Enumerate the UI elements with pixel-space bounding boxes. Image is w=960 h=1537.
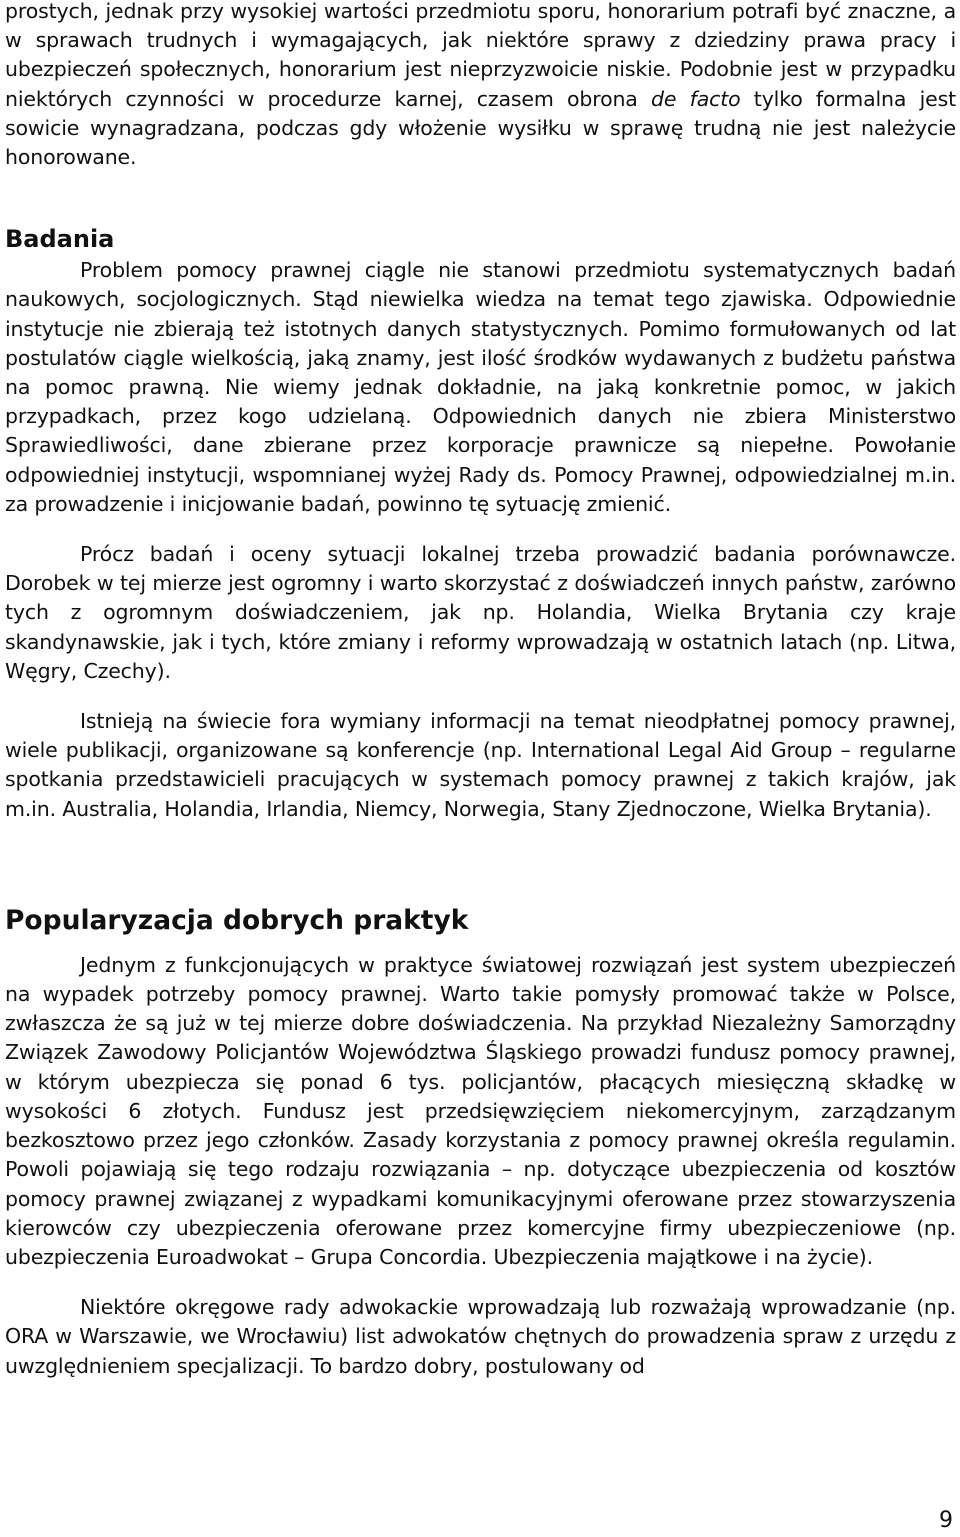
document-page [5, 0, 956, 1381]
intro-text-2: tylko formalna jest sowicie wynagradzana, podczas gdy włożenie wysiłku w sprawę trudną nie jest należycie honorowane. [5, 86, 957, 170]
popularyzacja-paragraph-2: Niektóre okręgowe rady adwokackie wprowadzają lub rozważają wprowadzanie (np. ORA w Warszawie, we Wrocławiu) list adwokatów chętnych do prowadzenia spraw z urzędu z uwzględnieniem specjalizacji. To bardzo dobry, postulowany od [5, 1295, 956, 1378]
page-number: 9 [939, 1508, 953, 1533]
intro-italic-term: de facto [651, 86, 741, 111]
section-heading-badania: Badania [5, 225, 115, 254]
intro-paragraph [5, 0, 956, 172]
badania-paragraph-2: Prócz badań i oceny sytuacji lokalnej trzeba prowadzić badania porównawcze. Dorobek w tej mierze jest ogromny i warto skorzystać z doświadczeń innych państw, zarówno tych z ogromnym doświadczeniem, jak np. Holandia, Wielka Brytania czy kraje skandynawskie, jak i tych, które zmiany i reformy wprowadzają w ostatnich latach (np. Litwa, Węgry, Czechy). [5, 542, 956, 683]
badania-paragraph-3: Istnieją na świecie fora wymiany informacji na temat nieodpłatnej pomocy prawnej, wiele publikacji, organizowane są konferencje (np. International Legal Aid Group – regularne spotkania przedstawicieli pracujących w systemach pomocy prawnej z takich krajów, jak m.in. Australia, Holandia, Irlandia, Niemcy, Norwegia, Stany Zjednoczone, Wielka Brytania). [5, 709, 956, 821]
badania-paragraph-1: Problem pomocy prawnej ciągle nie stanowi przedmiotu systematycznych badań naukowych, socjologicznych. Stąd niewielka wiedza na temat tego zjawiska. Odpowiednie instytucje nie zbierają też istotnych danych statystycznych. Pomimo formułowanych od lat postulatów ciągle wielkością, jaką znamy, jest ilość środków wydawanych z budżetu państwa na pomoc prawną. Nie wiemy jednak dokładnie, na jaką konkretnie pomoc, w jakich przypadkach, przez kogo udzielaną. Odpowiednich danych nie zbiera Ministerstwo Sprawiedliwości, dane zbierane przez korporacje prawnicze są niepełne. Powołanie odpowiedniej instytucji, wspomnianej wyżej Rady ds. Pomocy Prawnej, odpowiedzialnej m.in. za prowadzenie i inicjowanie badań, powinno tę sytuację zmienić. [5, 258, 956, 516]
popularyzacja-paragraph-1: Jednym z funkcjonujących w praktyce światowej rozwiązań jest system ubezpieczeń na wypadek potrzeby pomocy prawnej. Warto takie pomysły promować także w Polsce, zwłaszcza że są już w tej mierze dobre doświadczenia. Na przykład Niezależny Samorządny Związek Zawodowy Policjantów Województwa Śląskiego prowadzi fundusz pomocy prawnej, w którym ubezpiecza się ponad 6 tys. policjantów, płacących miesięczną składkę w wysokości 6 złotych. Fundusz jest przedsięwzięciem niekomercyjnym, zarządzanym bezkosztowo przez jego członków. Zasady korzystania z pomocy prawnej określa regulamin. Powoli pojawiają się tego rodzaju rozwiązania – np. dotyczące ubezpieczenia od kosztów pomocy prawnej związanej z wypadkami komunikacyjnymi oferowane przez stowarzyszenia kierowców czy ubezpieczenia oferowane przez komercyjne firmy ubezpieczeniowe (np. ubezpieczenia Euroadwokat – Grupa Concordia. Ubezpieczenia majątkowe i na życie). [5, 952, 956, 1269]
intro-text-1: prostych, jednak przy wysokiej wartości przedmiotu sporu, honorarium potrafi być znaczne, a w sprawach trudnych i wymagających, jak niektóre sprawy z dziedziny prawa pracy i ubezpieczeń społecznych, honorarium jest nieprzyzwoicie niskie. Podobnie jest w przypadku niektórych czynności w procedurze karnej, czasem obrona [5, 0, 956, 111]
section-heading-popularyzacja: Popularyzacja dobrych praktyk [5, 904, 469, 936]
